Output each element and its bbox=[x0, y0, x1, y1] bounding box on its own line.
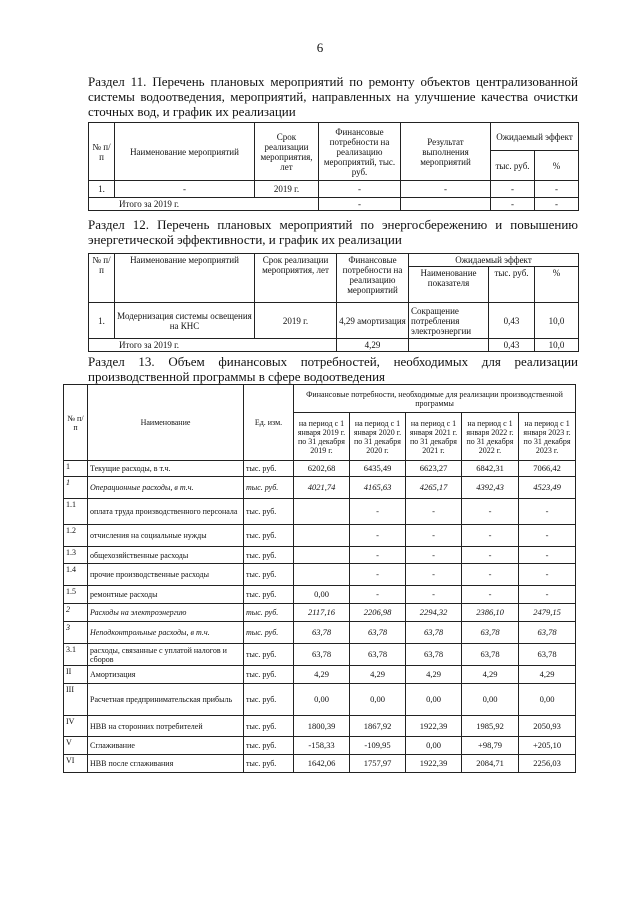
s13-col-finance: Финансовые потребности, необходимые для реализации производственной программы bbox=[294, 385, 576, 413]
s13-row-value: +98,79 bbox=[462, 737, 519, 755]
s13-row-value: 63,78 bbox=[519, 622, 576, 644]
s13-row-unit: тыс. руб. bbox=[244, 586, 294, 604]
table-row bbox=[64, 666, 576, 684]
s12-row-term: 2019 г. bbox=[255, 303, 337, 339]
s13-row-value bbox=[294, 525, 350, 547]
s11-col-term: Срок реализации мероприятия, лет bbox=[255, 123, 319, 181]
s13-row-no: 1 bbox=[64, 477, 88, 499]
s12-col-indicator: Наименование показателя bbox=[409, 267, 489, 303]
s11-row-name: - bbox=[115, 181, 255, 198]
s13-row-value: -158,33 bbox=[294, 737, 350, 755]
s13-row-no: 1.2 bbox=[64, 525, 88, 547]
s13-col-name: Наименование bbox=[88, 385, 244, 461]
s13-row-value: - bbox=[462, 586, 519, 604]
s13-row-value: 2256,03 bbox=[519, 755, 576, 773]
s13-row-name: НВВ после сглаживания bbox=[88, 755, 244, 773]
s11-col-trub: тыс. руб. bbox=[491, 151, 535, 181]
s12-col-term: Срок реализации мероприятия, лет bbox=[255, 254, 337, 303]
s11-row-no: 1. bbox=[89, 181, 115, 198]
s13-row-value: - bbox=[350, 547, 406, 564]
s13-row-value: 4021,74 bbox=[294, 477, 350, 499]
s13-row-unit: тыс. руб. bbox=[244, 477, 294, 499]
s13-row-unit: тыс. руб. bbox=[244, 622, 294, 644]
s11-total-finance: - bbox=[319, 198, 401, 211]
s13-row-value: 63,78 bbox=[294, 622, 350, 644]
s12-row-pct: 10,0 bbox=[535, 303, 579, 339]
s12-total-label: Итого за 2019 г. bbox=[89, 339, 337, 352]
s13-row-unit: тыс. руб. bbox=[244, 684, 294, 716]
s13-row-value: 1800,39 bbox=[294, 716, 350, 737]
s13-row-value: 63,78 bbox=[406, 622, 462, 644]
s13-row-value: 63,78 bbox=[519, 644, 576, 666]
s13-row-value: 4,29 bbox=[462, 666, 519, 684]
s13-row-value: 2117,16 bbox=[294, 604, 350, 622]
s13-row-value: 2479,15 bbox=[519, 604, 576, 622]
s13-row-value: 1642,06 bbox=[294, 755, 350, 773]
s13-row-name: расходы, связанные с уплатой налогов и сборов bbox=[88, 644, 244, 666]
s13-row-name: ремонтные расходы bbox=[88, 586, 244, 604]
s13-row-value: 4265,17 bbox=[406, 477, 462, 499]
s12-row-trub: 0,43 bbox=[489, 303, 535, 339]
s12-row-no: 1. bbox=[89, 303, 115, 339]
s13-row-value: 63,78 bbox=[350, 644, 406, 666]
s11-col-no: № п/п bbox=[89, 123, 115, 181]
s13-row-value: 4,29 bbox=[406, 666, 462, 684]
s13-row-value: 1757,97 bbox=[350, 755, 406, 773]
s13-row-value bbox=[294, 564, 350, 586]
table-row bbox=[64, 525, 576, 547]
table-row bbox=[64, 755, 576, 773]
s13-row-value: 2294,32 bbox=[406, 604, 462, 622]
s11-col-finance: Финансовые потребности на реализацию мероприятий, тыс. руб. bbox=[319, 123, 401, 181]
s13-row-name: отчисления на социальные нужды bbox=[88, 525, 244, 547]
table-row bbox=[64, 477, 576, 499]
s13-row-value: -109,95 bbox=[350, 737, 406, 755]
s13-row-value: +205,10 bbox=[519, 737, 576, 755]
s13-row-no: 2 bbox=[64, 604, 88, 622]
s12-total-pct: 10,0 bbox=[535, 339, 579, 352]
s13-row-no: 1.5 bbox=[64, 586, 88, 604]
s13-row-value bbox=[294, 547, 350, 564]
s13-row-unit: тыс. руб. bbox=[244, 737, 294, 755]
s13-row-value: 2206,98 bbox=[350, 604, 406, 622]
s13-row-value: - bbox=[406, 499, 462, 525]
section-11-table bbox=[88, 122, 579, 211]
s13-row-value: - bbox=[462, 499, 519, 525]
s12-row-name: Модернизация системы освещения на КНС bbox=[115, 303, 255, 339]
table-row bbox=[64, 586, 576, 604]
table-row bbox=[64, 499, 576, 525]
table-row bbox=[64, 737, 576, 755]
s13-row-unit: тыс. руб. bbox=[244, 716, 294, 737]
s13-row-value: 4523,49 bbox=[519, 477, 576, 499]
s11-row-term: 2019 г. bbox=[255, 181, 319, 198]
s13-row-value: 4165,63 bbox=[350, 477, 406, 499]
s13-row-value: - bbox=[519, 547, 576, 564]
table-row bbox=[89, 303, 579, 339]
s11-col-effect: Ожидаемый эффект bbox=[491, 123, 579, 151]
s13-row-no: 3.1 bbox=[64, 644, 88, 666]
s13-row-value: - bbox=[462, 547, 519, 564]
s11-row-pct: - bbox=[535, 181, 579, 198]
s13-row-value: 0,00 bbox=[406, 737, 462, 755]
s12-row-indicator: Сокращение потребления электроэнергии bbox=[409, 303, 489, 339]
s13-row-value: 4,29 bbox=[350, 666, 406, 684]
table-row bbox=[89, 198, 579, 211]
s13-row-name: общехозяйственные расходы bbox=[88, 547, 244, 564]
s12-col-name: Наименование мероприятий bbox=[115, 254, 255, 303]
s11-col-pct: % bbox=[535, 151, 579, 181]
s13-row-value: - bbox=[519, 586, 576, 604]
s13-row-value bbox=[294, 499, 350, 525]
s12-col-no: № п/п bbox=[89, 254, 115, 303]
s13-row-name: прочие производственные расходы bbox=[88, 564, 244, 586]
s13-row-name: Амортизация bbox=[88, 666, 244, 684]
s13-row-value: 0,00 bbox=[350, 684, 406, 716]
s13-row-value: 63,78 bbox=[350, 622, 406, 644]
s13-row-value: 7066,42 bbox=[519, 461, 576, 477]
s13-row-value: 0,00 bbox=[294, 586, 350, 604]
s13-row-value: 4392,43 bbox=[462, 477, 519, 499]
s13-row-value: - bbox=[350, 586, 406, 604]
s13-row-value: 0,00 bbox=[294, 684, 350, 716]
s12-total-finance: 4,29 bbox=[337, 339, 409, 352]
s13-row-value: 1867,92 bbox=[350, 716, 406, 737]
section-13-table bbox=[63, 384, 576, 773]
page-number: 6 bbox=[316, 40, 324, 55]
s13-row-value: 4,29 bbox=[519, 666, 576, 684]
s13-row-unit: тыс. руб. bbox=[244, 604, 294, 622]
s13-col-no: № п/п bbox=[64, 385, 88, 461]
s13-row-name: Сглаживание bbox=[88, 737, 244, 755]
table-row bbox=[64, 564, 576, 586]
s13-row-unit: тыс. руб. bbox=[244, 525, 294, 547]
s13-row-unit: тыс. руб. bbox=[244, 547, 294, 564]
s11-row-trub: - bbox=[491, 181, 535, 198]
s13-row-value: 2386,10 bbox=[462, 604, 519, 622]
s13-row-name: Неподконтрольные расходы, в т.ч. bbox=[88, 622, 244, 644]
table-row bbox=[64, 716, 576, 737]
s13-row-no: 1.4 bbox=[64, 564, 88, 586]
s13-row-value: 6842,31 bbox=[462, 461, 519, 477]
s13-row-value: 63,78 bbox=[294, 644, 350, 666]
s13-row-no: V bbox=[64, 737, 88, 755]
s13-row-no: 3 bbox=[64, 622, 88, 644]
s12-total-trub: 0,43 bbox=[489, 339, 535, 352]
s13-col-period: на период с 1 января 2022 г. по 31 декабря 2022 г. bbox=[462, 413, 519, 461]
s13-row-value: - bbox=[519, 525, 576, 547]
table-row bbox=[64, 684, 576, 716]
s13-row-no: 1.1 bbox=[64, 499, 88, 525]
s11-total-pct: - bbox=[535, 198, 579, 211]
s13-row-value: 1985,92 bbox=[462, 716, 519, 737]
s13-row-unit: тыс. руб. bbox=[244, 755, 294, 773]
table-row bbox=[89, 181, 579, 198]
table-row bbox=[89, 339, 579, 352]
s11-total-trub: - bbox=[491, 198, 535, 211]
s11-total-label: Итого за 2019 г. bbox=[89, 198, 319, 211]
section-11-heading: Раздел 11. Перечень плановых мероприятий по ремонту объектов централизованной системы водоотведения, мероприятий, направленных на улучшение качества очистки сточных вод, и график их реализации bbox=[88, 74, 578, 119]
table-row bbox=[64, 604, 576, 622]
s13-row-value: 4,29 bbox=[294, 666, 350, 684]
s13-row-value: 63,78 bbox=[462, 622, 519, 644]
s11-row-result: - bbox=[401, 181, 491, 198]
s13-row-value: - bbox=[406, 564, 462, 586]
s13-row-value: - bbox=[519, 564, 576, 586]
s13-row-value: - bbox=[406, 586, 462, 604]
s13-row-value: - bbox=[406, 525, 462, 547]
s13-row-value: 63,78 bbox=[462, 644, 519, 666]
table-row bbox=[64, 644, 576, 666]
s13-row-value: 2050,93 bbox=[519, 716, 576, 737]
s13-row-unit: тыс. руб. bbox=[244, 666, 294, 684]
table-row bbox=[64, 461, 576, 477]
s13-row-value: 6435,49 bbox=[350, 461, 406, 477]
s13-row-name: Расходы на электроэнергию bbox=[88, 604, 244, 622]
s13-row-name: НВВ на сторонних потребителей bbox=[88, 716, 244, 737]
s13-col-period: на период с 1 января 2021 г. по 31 декабря 2021 г. bbox=[406, 413, 462, 461]
table-row bbox=[64, 547, 576, 564]
s13-row-value: - bbox=[350, 564, 406, 586]
section-12-heading: Раздел 12. Перечень плановых мероприятий по энергосбережению и повышению энергетической эффективности, и график их реализации bbox=[88, 217, 578, 247]
s13-row-value: 2084,71 bbox=[462, 755, 519, 773]
s13-row-no: VI bbox=[64, 755, 88, 773]
s13-col-unit: Ед. изм. bbox=[244, 385, 294, 461]
s11-col-result: Результат выполнения мероприятий bbox=[401, 123, 491, 181]
s13-col-period: на период с 1 января 2020 г. по 31 декабря 2020 г. bbox=[350, 413, 406, 461]
s11-total-empty bbox=[401, 198, 491, 211]
s11-col-name: Наименование мероприятий bbox=[115, 123, 255, 181]
s13-row-value: 6623,27 bbox=[406, 461, 462, 477]
s13-row-no: III bbox=[64, 684, 88, 716]
s12-row-finance: 4,29 амортизация bbox=[337, 303, 409, 339]
s13-row-value: 0,00 bbox=[519, 684, 576, 716]
s13-row-value: - bbox=[519, 499, 576, 525]
s13-row-unit: тыс. руб. bbox=[244, 644, 294, 666]
s13-row-value: 1922,39 bbox=[406, 755, 462, 773]
s13-row-value: - bbox=[350, 499, 406, 525]
s13-row-no: IV bbox=[64, 716, 88, 737]
s13-row-value: - bbox=[406, 547, 462, 564]
s13-row-name: Операционные расходы, в т.ч. bbox=[88, 477, 244, 499]
s13-row-value: - bbox=[462, 564, 519, 586]
s12-col-effect: Ожидаемый эффект bbox=[409, 254, 579, 267]
s13-row-value: 0,00 bbox=[462, 684, 519, 716]
table-row bbox=[64, 622, 576, 644]
s13-row-name: оплата труда производственного персонала bbox=[88, 499, 244, 525]
s13-row-no: II bbox=[64, 666, 88, 684]
s12-col-pct: % bbox=[535, 267, 579, 303]
s13-row-no: 1 bbox=[64, 461, 88, 477]
s13-row-value: 6202,68 bbox=[294, 461, 350, 477]
s13-row-no: 1.3 bbox=[64, 547, 88, 564]
s13-row-value: - bbox=[462, 525, 519, 547]
s13-row-value: - bbox=[350, 525, 406, 547]
s12-col-trub: тыс. руб. bbox=[489, 267, 535, 303]
s12-total-empty bbox=[409, 339, 489, 352]
s11-row-finance: - bbox=[319, 181, 401, 198]
s13-col-period: на период с 1 января 2019 г. по 31 декабря 2019 г. bbox=[294, 413, 350, 461]
s13-row-name: Текущие расходы, в т.ч. bbox=[88, 461, 244, 477]
s13-row-value: 1922,39 bbox=[406, 716, 462, 737]
s13-row-unit: тыс. руб. bbox=[244, 564, 294, 586]
section-13-heading: Раздел 13. Объем финансовых потребностей, необходимых для реализации производственной программы в сфере водоотведения bbox=[88, 354, 578, 384]
s13-row-value: 63,78 bbox=[406, 644, 462, 666]
s13-row-unit: тыс. руб. bbox=[244, 499, 294, 525]
s12-col-finance: Финансовые потребности на реализацию мероприятий bbox=[337, 254, 409, 303]
section-12-table bbox=[88, 253, 579, 352]
s13-row-name: Расчетная предпринимательская прибыль bbox=[88, 684, 244, 716]
s13-row-unit: тыс. руб. bbox=[244, 461, 294, 477]
s13-row-value: 0,00 bbox=[406, 684, 462, 716]
s13-col-period: на период с 1 января 2023 г. по 31 декабря 2023 г. bbox=[519, 413, 576, 461]
